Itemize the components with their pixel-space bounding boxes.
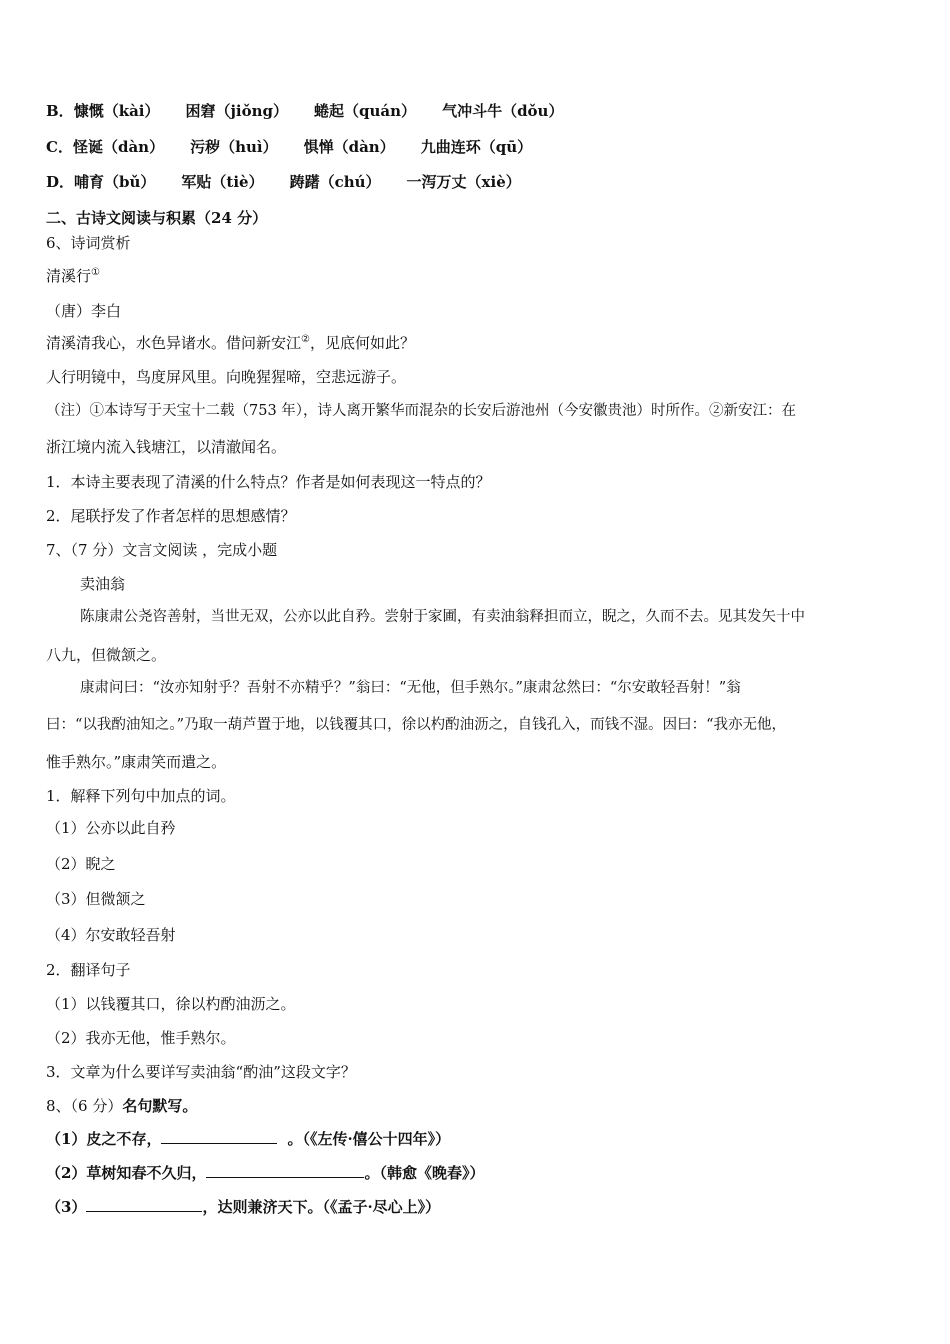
q7-sub-2: 2．翻译句子	[46, 961, 131, 979]
passage-title: 卖油翁	[80, 575, 126, 593]
option-c: C．怪诞（dàn） 污秽（huì） 惧惮（dàn） 九曲连环（qū）	[46, 138, 533, 156]
q6-heading: 6、诗词赏析	[46, 234, 131, 252]
q8-line-3: （3） ，达则兼济天下。（《孟子·尽心上》）	[46, 1198, 441, 1216]
poem-note-2: 浙江境内流入钱塘江，以清澈闻名。	[46, 438, 287, 456]
q7-sub-1-item: （4）尔安敢轻吾射	[46, 926, 176, 944]
q7-sub-1-item: （3）但微颔之	[46, 890, 146, 908]
option-b: B．慷慨（kài） 困窘（jiǒng） 蜷起（quán） 气冲斗牛（dǒu）	[46, 102, 564, 120]
q6-sub-2: 2．尾联抒发了作者怎样的思想感情？	[46, 507, 296, 525]
poem-line-1: 清溪清我心，水色异诸水。借问新安江②，见底何如此？	[46, 334, 415, 352]
q7-sub-2-item: （1）以钱覆其口，徐以杓酌油沥之。	[46, 995, 296, 1013]
passage-p2-line-2: 曰：“以我酌油知之。”乃取一葫芦置于地，以钱覆其口，徐以杓酌油沥之，自钱孔入，而钱不湿。因曰：“我亦无他，	[46, 717, 786, 733]
poem-line-2: 人行明镜中，鸟度屏风里。向晚猩猩啼，空悲远游子。	[46, 368, 407, 386]
poem-note-1: （注）①本诗写于天宝十二载（753 年），诗人离开繁华而混杂的长安后游池州（今安徽贵池）时所作。②新安江：在	[46, 403, 797, 419]
q8-heading: 8、（6 分）名句默写。	[46, 1097, 198, 1115]
q7-sub-2-item: （2）我亦无他，惟手熟尔。	[46, 1029, 236, 1047]
q7-sub-1-item: （1）公亦以此自矜	[46, 819, 176, 837]
option-d: D．哺育（bǔ） 军贴（tiè） 踌躇（chú） 一泻万丈（xiè）	[46, 173, 521, 191]
answer-blank[interactable]	[86, 1197, 202, 1212]
passage-p1-line-2: 八九，但微颔之。	[46, 646, 167, 664]
answer-blank[interactable]	[161, 1129, 277, 1144]
q7-sub-3: 3．文章为什么要详写卖油翁“酌油”这段文字？	[46, 1063, 356, 1081]
q6-sub-1: 1．本诗主要表现了清溪的什么特点？作者是如何表现这一特点的？	[46, 473, 491, 491]
passage-p2-line-3: 惟手熟尔。”康肃笑而遣之。	[46, 753, 227, 771]
passage-p2-line-1: 康肃问曰：“汝亦知射乎？吾射不亦精乎？”翁曰：“无他，但手熟尔。”康肃忿然曰：“尔安敢轻吾射！”翁	[80, 680, 741, 696]
q8-line-2: （2）草树知春不久归， 。（韩愈《晚春》）	[46, 1164, 485, 1182]
q8-line-1: （1）皮之不存， 。（《左传·僖公十四年》）	[46, 1130, 451, 1148]
answer-blank[interactable]	[206, 1163, 364, 1178]
poem-title: 清溪行①	[46, 267, 100, 285]
q7-heading: 7、（7 分）文言文阅读 ，完成小题	[46, 541, 278, 559]
section-title: 二、古诗文阅读与积累（24 分）	[46, 209, 268, 227]
q7-sub-1: 1．解释下列句中加点的词。	[46, 787, 236, 805]
q7-sub-1-item: （2）睨之	[46, 855, 116, 873]
passage-p1-line-1: 陈康肃公尧咨善射，当世无双，公亦以此自矜。尝射于家圃，有卖油翁释担而立，睨之，久而不去。见其发矢十中	[80, 609, 805, 625]
poem-author: （唐）李白	[46, 302, 122, 320]
